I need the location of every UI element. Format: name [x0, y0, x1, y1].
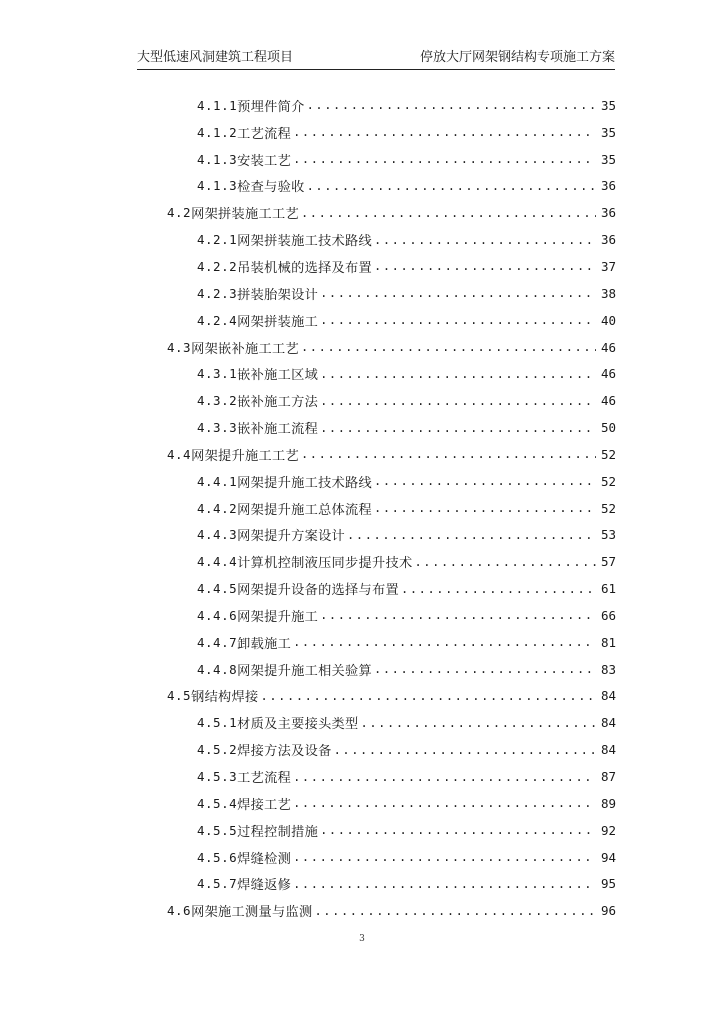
toc-dot-leader	[301, 447, 596, 461]
toc-entry[interactable]	[0, 683, 724, 710]
toc-entry-title: 网架提升施工工艺	[191, 448, 299, 464]
toc-dot-leader	[301, 340, 596, 354]
toc-entry-number: 4.3	[167, 339, 192, 355]
toc-entry-page: 50	[600, 420, 616, 436]
toc-entry-number: 4.2	[167, 205, 192, 221]
toc-entry-page: 53	[600, 527, 616, 543]
toc-dot-leader	[261, 689, 596, 703]
toc-dot-leader	[307, 98, 596, 112]
toc-entry-page: 96	[600, 903, 616, 919]
header-document-title: 停放大厅网架钢结构专项施工方案	[419, 50, 615, 65]
toc-entry-title: 过程控制措施	[237, 824, 319, 840]
toc-entry-page: 84	[600, 715, 616, 731]
toc-entry-title: 吊装机械的选择及布置	[237, 260, 373, 276]
toc-entry[interactable]	[0, 119, 724, 146]
toc-entry[interactable]	[0, 602, 724, 629]
toc-entry-page: 35	[600, 151, 616, 167]
toc-entry[interactable]	[0, 334, 724, 361]
toc-entry-title: 卸载施工	[237, 636, 292, 652]
toc-entry[interactable]	[0, 173, 724, 200]
toc-dot-leader	[347, 528, 596, 542]
toc-entry-number: 4.4.2	[197, 500, 238, 516]
toc-entry-title: 网架提升施工技术路线	[237, 475, 373, 491]
toc-entry[interactable]	[0, 360, 724, 387]
toc-entry-page: 94	[600, 849, 616, 865]
toc-dot-leader	[293, 635, 596, 649]
toc-entry[interactable]	[0, 656, 724, 683]
toc-entry-title: 安装工艺	[237, 153, 292, 169]
toc-entry-number: 4.4.3	[197, 527, 238, 543]
toc-entry-number: 4.6	[167, 903, 192, 919]
toc-entry-number: 4.2.1	[197, 232, 238, 248]
toc-entry-title: 焊接方法及设备	[237, 744, 332, 760]
toc-entry[interactable]	[0, 253, 724, 280]
page-number: 3	[359, 934, 365, 944]
toc-entry-page: 36	[600, 205, 616, 221]
toc-dot-leader	[301, 206, 596, 220]
toc-entry-page: 38	[600, 285, 616, 301]
toc-entry[interactable]	[0, 92, 724, 119]
toc-entry-page: 52	[600, 473, 616, 489]
toc-dot-leader	[361, 716, 596, 730]
toc-entry[interactable]	[0, 441, 724, 468]
toc-entry[interactable]	[0, 629, 724, 656]
toc-entry-page: 36	[600, 178, 616, 194]
toc-entry-title: 网架提升施工总体流程	[237, 502, 373, 518]
toc-dot-leader	[293, 796, 596, 810]
toc-entry-number: 4.4.5	[197, 581, 238, 597]
toc-entry-page: 57	[600, 554, 616, 570]
toc-entry-page: 52	[600, 500, 616, 516]
toc-dot-leader	[374, 259, 596, 273]
toc-entry-number: 4.2.3	[197, 285, 238, 301]
toc-entry-title: 拼装胎架设计	[237, 287, 319, 303]
toc-dot-leader	[320, 367, 596, 381]
toc-entry-title: 焊缝返修	[237, 878, 292, 894]
toc-entry-number: 4.5.4	[197, 795, 238, 811]
toc-entry-number: 4.5	[167, 688, 192, 704]
toc-entry[interactable]	[0, 575, 724, 602]
toc-dot-leader	[320, 313, 596, 327]
toc-entry-title: 网架拼装施工工艺	[191, 207, 299, 223]
toc-dot-leader	[307, 179, 596, 193]
toc-dot-leader	[374, 474, 596, 488]
toc-entry-title: 网架施工测量与监测	[191, 905, 313, 921]
toc-entry-number: 4.2.2	[197, 258, 238, 274]
toc-entry-number: 4.5.5	[197, 822, 238, 838]
toc-entry-number: 4.1.2	[197, 124, 238, 140]
toc-entry-title: 焊缝检测	[237, 851, 292, 867]
toc-entry-number: 4.3.2	[197, 393, 238, 409]
toc-entry-page: 95	[600, 876, 616, 892]
toc-entry-title: 网架提升方案设计	[237, 529, 346, 545]
toc-entry-page: 37	[600, 258, 616, 274]
toc-entry[interactable]	[0, 709, 724, 736]
toc-entry-page: 83	[600, 661, 616, 677]
toc-entry-page: 89	[600, 795, 616, 811]
toc-entry-number: 4.4.4	[197, 554, 238, 570]
toc-entry[interactable]	[0, 522, 724, 549]
toc-entry-title: 预埋件简介	[237, 99, 305, 115]
toc-entry[interactable]	[0, 414, 724, 441]
toc-entry-page: 36	[600, 232, 616, 248]
toc-dot-leader	[401, 582, 596, 596]
toc-entry-page: 66	[600, 607, 616, 623]
toc-entry-title: 钢结构焊接	[191, 690, 259, 706]
toc-entry-page: 52	[600, 446, 616, 462]
toc-entry-number: 4.4.7	[197, 634, 238, 650]
toc-entry-number: 4.5.1	[197, 715, 238, 731]
toc-dot-leader	[334, 743, 596, 757]
toc-entry-title: 网架提升施工相关验算	[237, 663, 373, 679]
toc-entry[interactable]	[0, 146, 724, 173]
toc-entry-title: 网架拼装施工	[237, 314, 319, 330]
toc-entry-page: 35	[600, 124, 616, 140]
toc-entry-page: 40	[600, 312, 616, 328]
toc-entry-page: 92	[600, 822, 616, 838]
toc-entry-number: 4.1.3	[197, 178, 238, 194]
toc-entry-page: 84	[600, 688, 616, 704]
toc-entry-number: 4.5.6	[197, 849, 238, 865]
toc-entry[interactable]	[0, 736, 724, 763]
toc-entry-number: 4.1.1	[197, 97, 238, 113]
toc-entry-number: 4.4	[167, 446, 192, 462]
toc-dot-leader	[374, 233, 596, 247]
toc-entry-title: 嵌补施工方法	[237, 395, 319, 411]
toc-entry-number: 4.3.1	[197, 366, 238, 382]
toc-entry[interactable]	[0, 897, 724, 924]
toc-entry-title: 工艺流程	[237, 771, 292, 787]
toc-entry-title: 网架嵌补施工工艺	[191, 341, 299, 357]
toc-entry[interactable]	[0, 387, 724, 414]
toc-dot-leader	[293, 125, 596, 139]
toc-dot-leader	[293, 152, 596, 166]
toc-entry-title: 嵌补施工区域	[237, 368, 319, 384]
toc-dot-leader	[320, 823, 596, 837]
table-of-contents	[0, 92, 724, 924]
toc-entry[interactable]	[0, 468, 724, 495]
toc-entry-number: 4.5.2	[197, 742, 238, 758]
toc-entry-number: 4.2.4	[197, 312, 238, 328]
toc-entry-page: 35	[600, 97, 616, 113]
toc-entry-page: 46	[600, 393, 616, 409]
toc-entry-number: 4.1.3	[197, 151, 238, 167]
toc-entry-page: 46	[600, 366, 616, 382]
toc-entry-title: 检查与验收	[237, 180, 305, 196]
toc-entry[interactable]	[0, 495, 724, 522]
toc-entry-number: 4.3.3	[197, 420, 238, 436]
toc-entry[interactable]	[0, 280, 724, 307]
toc-dot-leader	[314, 904, 596, 918]
toc-entry-page: 61	[600, 581, 616, 597]
toc-entry-number: 4.4.1	[197, 473, 238, 489]
toc-dot-leader	[320, 608, 596, 622]
toc-entry[interactable]	[0, 307, 724, 334]
toc-dot-leader	[293, 770, 596, 784]
toc-entry[interactable]	[0, 199, 724, 226]
page-header	[137, 50, 615, 70]
toc-entry-page: 46	[600, 339, 616, 355]
toc-entry-title: 焊接工艺	[237, 797, 292, 813]
toc-entry[interactable]	[0, 226, 724, 253]
toc-entry-title: 工艺流程	[237, 126, 292, 142]
toc-dot-leader	[374, 501, 596, 515]
toc-entry-title: 材质及主要接头类型	[237, 717, 359, 733]
toc-entry[interactable]	[0, 844, 724, 871]
toc-entry[interactable]	[0, 790, 724, 817]
toc-entry-page: 87	[600, 769, 616, 785]
header-project-name: 大型低速风洞建筑工程项目	[137, 50, 294, 65]
toc-entry[interactable]	[0, 817, 724, 844]
toc-dot-leader	[320, 286, 596, 300]
toc-dot-leader	[320, 394, 596, 408]
toc-dot-leader	[374, 662, 596, 676]
toc-entry[interactable]	[0, 763, 724, 790]
toc-dot-leader	[414, 555, 596, 569]
toc-entry-number: 4.5.3	[197, 769, 238, 785]
toc-entry-number: 4.4.6	[197, 607, 238, 623]
toc-entry[interactable]	[0, 870, 724, 897]
toc-entry-page: 81	[600, 634, 616, 650]
toc-dot-leader	[293, 850, 596, 864]
toc-entry[interactable]	[0, 548, 724, 575]
toc-entry-page: 84	[600, 742, 616, 758]
toc-dot-leader	[320, 421, 596, 435]
toc-entry-number: 4.5.7	[197, 876, 238, 892]
toc-entry-title: 网架拼装施工技术路线	[237, 234, 373, 250]
toc-entry-title: 网架提升施工	[237, 609, 319, 625]
toc-entry-number: 4.4.8	[197, 661, 238, 677]
toc-dot-leader	[293, 877, 596, 891]
toc-entry-title: 嵌补施工流程	[237, 422, 319, 438]
toc-entry-title: 网架提升设备的选择与布置	[237, 583, 399, 599]
toc-entry-title: 计算机控制液压同步提升技术	[237, 556, 413, 572]
